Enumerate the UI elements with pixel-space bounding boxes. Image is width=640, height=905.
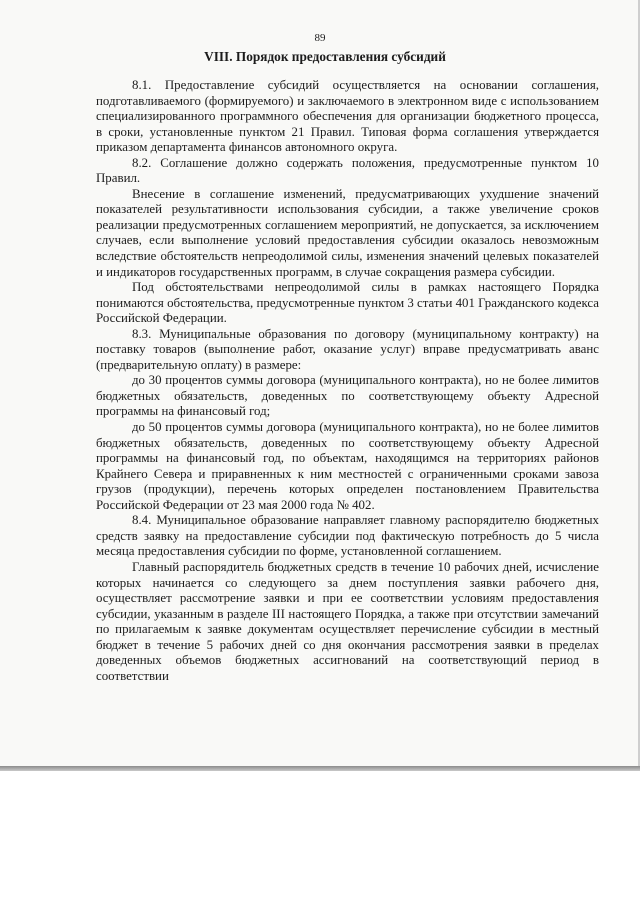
page-number: 89 [314, 32, 326, 44]
paragraph-advance-50: до 50 процентов суммы договора (муниципального контракта), но не более лимитов бюджетных обязательств, доведенных по соответствующему объекту Адресной программы на финансовый год, по объектам, находящимся на территориях районов Крайнего Севера и приравненных к ним местностей с ограниченными сроками завоза грузов (продукции), перечень которых определен постановлением Правительства Российской Федерации от 23 мая 2000 года № 402. [96, 420, 599, 512]
document-body [96, 78, 599, 684]
paragraph-8-1: 8.1. Предоставление субсидий осуществляется на основании соглашения, подготавливаемого (формируемого) и заключаемого в электронном виде с использованием специализированного программного обеспечения для организации бюджетного процесса, в сроки, установленные пунктом 21 Правил. Типовая форма соглашения утверждается приказом департамента финансов автономного округа. [96, 78, 599, 155]
paragraph-force-majeure: Под обстоятельствами непреодолимой силы в рамках настоящего Порядка понимаются обстоятельства, предусмотренные пунктом 3 статьи 401 Гражданского кодекса Российской Федерации. [96, 280, 599, 326]
paragraph-chief-administrator: Главный распорядитель бюджетных средств в течение 10 рабочих дней, исчисление которых начинается со следующего за днем поступления заявки рабочего дня, осуществляет рассмотрение заявки и при ее соответствии условиям предоставления субсидии, указанным в разделе III настоящего Порядка, а также при отсутствии замечаний по прилагаемым к заявке документам осуществляет перечисление субсидии в местный бюджет в течение 5 рабочих дней со дня окончания рассмотрения заявки в пределах доведенных объемов бюджетных ассигнований на соответствующий период в соответствии [96, 559, 599, 683]
section-title: VIII. Порядок предоставления субсидий [204, 49, 446, 64]
paragraph-8-4: 8.4. Муниципальное образование направляет главному распорядителю бюджетных средств заявку на предоставление субсидии под фактическую потребность до 5 числа месяца предоставления субсидии по форме, установленной соглашением. [96, 513, 599, 559]
paragraph-8-2: 8.2. Соглашение должно содержать положения, предусмотренные пунктом 10 Правил. [96, 155, 599, 186]
paragraph-amendments: Внесение в соглашение изменений, предусматривающих ухудшение значений показателей результативности использования субсидии, а также увеличение сроков реализации предусмотренных соглашением мероприятий, не допускается, за исключением случаев, если выполнение условий предоставления субсидии оказалось невозможным вследствие обстоятельств непреодолимой силы, изменения значений целевых показателей и индикаторов государственных программ, в случае сокращения размера субсидии. [96, 186, 599, 279]
paragraph-advance-30: до 30 процентов суммы договора (муниципального контракта), но не более лимитов бюджетных обязательств, доведенных по соответствующему объекту Адресной программы на финансовый год; [96, 373, 599, 419]
paragraph-8-3: 8.3. Муниципальные образования по договору (муниципальному контракту) на поставку товаров (выполнение работ, оказание услуг) вправе предусматривать аванс (предварительную оплату) в размере: [96, 326, 599, 372]
scan-edge-bottom [0, 766, 640, 771]
